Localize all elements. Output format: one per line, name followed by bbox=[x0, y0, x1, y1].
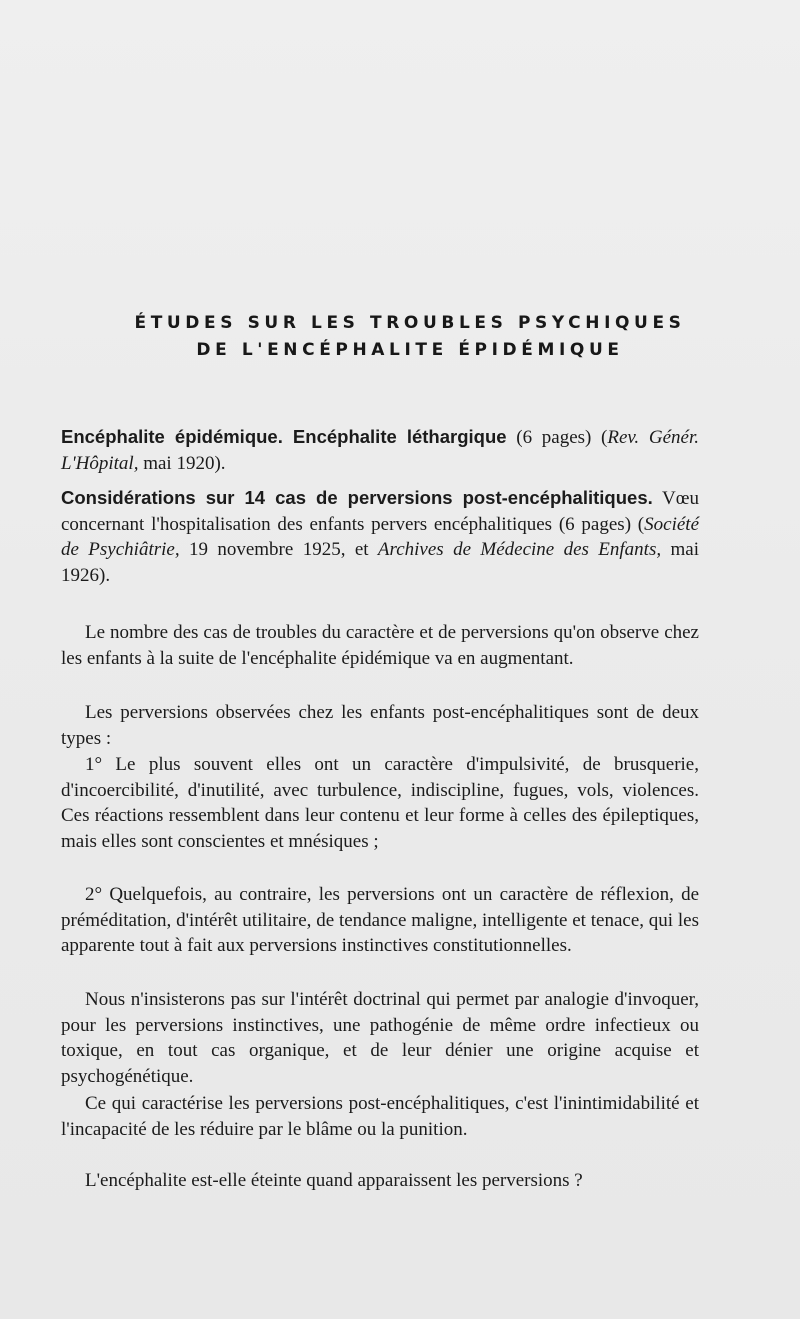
reference-1-pages: (6 pages) ( bbox=[506, 427, 608, 448]
section-heading-line-1: ÉTUDES SUR LES TROUBLES PSYCHIQUES bbox=[134, 313, 686, 333]
reference-2-title: Considérations sur 14 cas de perversions post-encéphalitiques. bbox=[61, 487, 653, 508]
reference-1-title: Encéphalite épidémique. Encéphalite léthargique bbox=[61, 426, 507, 447]
body-paragraph-2: Les perversions observées chez les enfants post-encéphalitiques sont de deux types : bbox=[61, 702, 699, 749]
reference-2-text-c: mai 1926). bbox=[61, 539, 699, 586]
body-paragraph-7: L'encéphalite est-elle éteinte quand apparaissent les perversions ? bbox=[85, 1170, 583, 1191]
body-paragraph-3: 1° Le plus souvent elles ont un caractère d'impulsivité, de brusquerie, d'incoercibilité, d'inutilité, avec turbulence, indiscipline, fugues, vols, violences. Ces réactions ressemblent dans leur contenu et leur forme à celles des épileptiques, mais elles sont conscientes et mnésiques ; bbox=[61, 754, 699, 852]
reference-1-source: Rev. Génér. L'Hôpital, bbox=[61, 427, 699, 474]
body-paragraph-4: 2° Quelquefois, au contraire, les perversions ont un caractère de réflexion, de préméditation, d'intérêt utilitaire, de tendance maligne, intelligente et tenace, qui les apparente tout à fait aux perversions instinctives constitutionnelles. bbox=[61, 884, 699, 957]
section-heading-line-2: DE L'ENCÉPHALITE ÉPIDÉMIQUE bbox=[196, 340, 624, 360]
body-paragraph-5: Nous n'insisterons pas sur l'intérêt doctrinal qui permet par analogie d'invoquer, pour les perversions instinctives, une pathogénie de même ordre infectieux ou toxique, en tout cas organique, et de leur dénier une origine acquise et psychogénétique. bbox=[61, 989, 699, 1087]
body-paragraph-1: Le nombre des cas de troubles du caractère et de perversions qu'on observe chez les enfants à la suite de l'encéphalite épidémique va en augmentant. bbox=[61, 622, 699, 669]
reference-1-date: mai 1920). bbox=[138, 452, 226, 474]
body-paragraph-6: Ce qui caractérise les perversions post-encéphalitiques, c'est l'inintimidabilité et l'incapacité de les réduire par le blâme ou la punition. bbox=[61, 1093, 699, 1140]
reference-2-text-b: 19 novembre 1925, et bbox=[179, 539, 378, 561]
reference-2-source-b: Archives de Médecine des Enfants, bbox=[377, 539, 662, 561]
reference-2-text-a: Vœu concernant l'hospitalisation des enfants pervers encéphalitiques (6 pages) ( bbox=[61, 488, 699, 535]
reference-entry-2 bbox=[61, 485, 699, 588]
reference-entry-1 bbox=[61, 424, 699, 476]
reference-2-source-a: Société de Psychiâtrie, bbox=[61, 513, 699, 561]
